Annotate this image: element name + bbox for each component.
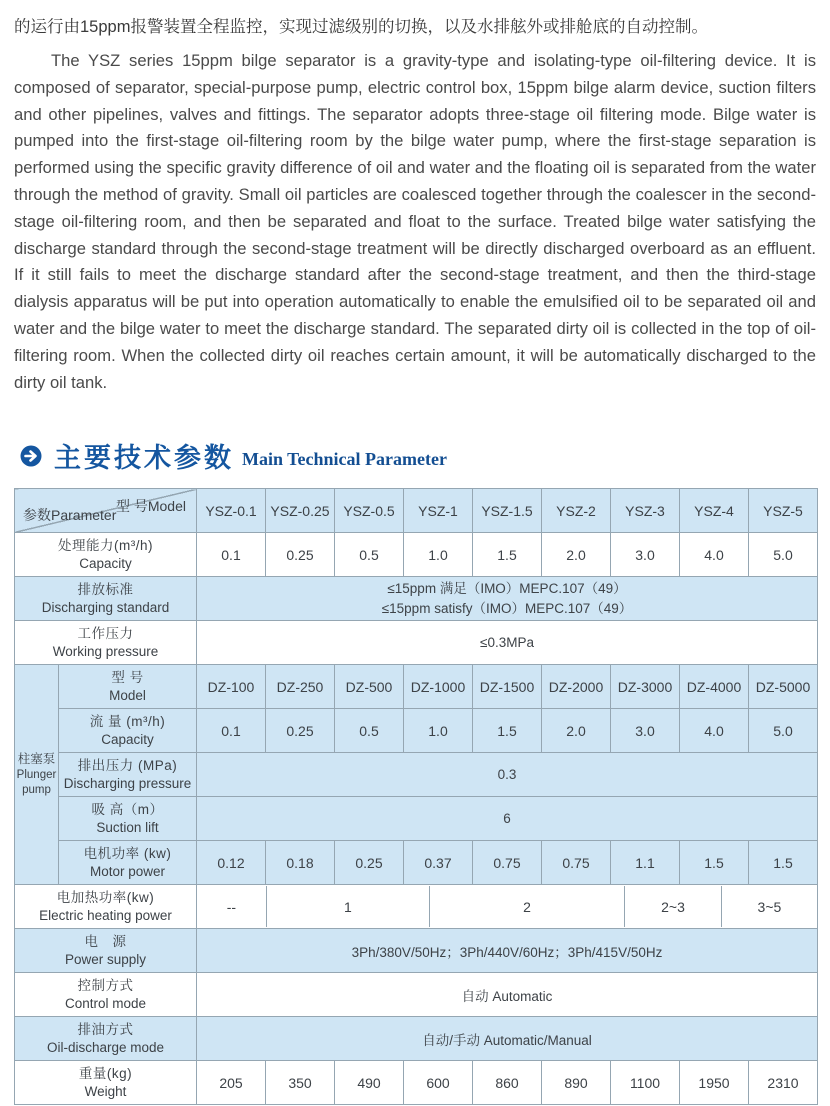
power-supply-row — [15, 929, 818, 973]
weight-value: 600 — [404, 1061, 473, 1105]
pump-capacity-value: 0.1 — [197, 709, 266, 753]
capacity-value: 1.5 — [473, 533, 542, 577]
pump-model-value: DZ-5000 — [749, 665, 818, 709]
row-label: 处理能力(m³/h) Capacity — [15, 533, 197, 577]
pump-model-value: DZ-100 — [197, 665, 266, 709]
row-label: 吸 高（m） Suction lift — [59, 797, 197, 841]
capacity-value: 0.1 — [197, 533, 266, 577]
working-pressure-value: ≤0.3MPa — [197, 621, 818, 665]
heating-value: -- — [226, 898, 237, 915]
pump-model-value: DZ-3000 — [611, 665, 680, 709]
section-title-en: Main Technical Parameter — [242, 448, 447, 469]
pump-group-label: 柱塞泵 Plunger pump — [15, 665, 59, 885]
row-label: 电加热功率(kw) Electric heating power — [15, 885, 197, 929]
motor-power-value: 0.37 — [404, 841, 473, 885]
oil-discharge-mode-row — [15, 1017, 818, 1061]
control-mode-value: 自动 Automatic — [197, 973, 818, 1017]
heating-value: 2 — [429, 886, 624, 927]
capacity-value: 5.0 — [749, 533, 818, 577]
pump-model-value: DZ-500 — [335, 665, 404, 709]
section-title-zh: 主要技术参数 — [54, 443, 234, 474]
weight-value: 860 — [473, 1061, 542, 1105]
pump-model-value: DZ-1500 — [473, 665, 542, 709]
corner-header-cell — [15, 489, 197, 533]
capacity-value: 4.0 — [680, 533, 749, 577]
suction-lift-value: 6 — [197, 797, 818, 841]
weight-row — [15, 1061, 818, 1105]
capacity-value: 3.0 — [611, 533, 680, 577]
pump-capacity-value: 5.0 — [749, 709, 818, 753]
motor-power-value: 1.5 — [749, 841, 818, 885]
row-label: 电机功率 (kw) Motor power — [59, 841, 197, 885]
model-header-cell: YSZ-5 — [749, 489, 818, 533]
pump-capacity-value: 0.5 — [335, 709, 404, 753]
intro-paragraph-en: The YSZ series 15ppm bilge separator is a gravity-type and isolating-type oil-filtering device. It is composed of separator, special-purpose pump, electric control box, 15ppm bilge alarm device, suction filters and other pipelines, valves and fittings. The separator adopts three-stage oil filtering mode. Bilge water is pumped into the first-stage oil-filtering room by the bilge water pump, where the first-stage separation is performed using the specific gravity difference of oil and water and the floating oil is separated from the water through the method of gravity. Small oil particles are coalesced together through the coalescer in the second-stage oil-filtering room, and then be separated and float to the surface. Treated bilge water satisfying the discharge standard through the second-stage treatment will be directly discharged overboard as an effluent. If it still fails to meet the discharge standard after the second-stage treatment, and then the third-stage dialysis apparatus will be put into operation automatically to enable the emulsified oil to be separated oil and water and the bilge water to meet the discharge standard. The separated dirty oil is collected in the top of oil-filtering room. When the collected dirty oil reaches certain amount, it will be automatically discharged to the dirty oil tank. — [14, 51, 816, 392]
discharging-standard-value: ≤15ppm 满足（IMO）MEPC.107（49） ≤15ppm satisfy（IMO）MEPC.107（49） — [197, 577, 818, 621]
model-header-cell: YSZ-1 — [404, 489, 473, 533]
working-pressure-row — [15, 621, 818, 665]
row-label: 工作压力 Working pressure — [15, 621, 197, 665]
pump-capacity-row — [15, 709, 818, 753]
corner-model-label: 型 号Model — [115, 498, 186, 515]
row-label: 流 量 (m³/h) Capacity — [59, 709, 197, 753]
row-label: 控制方式 Control mode — [15, 973, 197, 1017]
pump-capacity-value: 4.0 — [680, 709, 749, 753]
oil-discharge-mode-value: 自动/手动 Automatic/Manual — [197, 1017, 818, 1061]
row-label: 重量(kg) Weight — [15, 1061, 197, 1105]
motor-power-value: 1.1 — [611, 841, 680, 885]
pump-model-value: DZ-1000 — [404, 665, 473, 709]
pump-model-value: DZ-4000 — [680, 665, 749, 709]
pump-capacity-value: 1.5 — [473, 709, 542, 753]
weight-value: 1100 — [611, 1061, 680, 1105]
model-header-cell: YSZ-0.25 — [266, 489, 335, 533]
capacity-value: 1.0 — [404, 533, 473, 577]
capacity-value: 0.25 — [266, 533, 335, 577]
electric-heating-power-row — [15, 885, 818, 929]
row-label: 电 源 Power supply — [15, 929, 197, 973]
weight-value: 1950 — [680, 1061, 749, 1105]
row-label: 排放标准 Discharging standard — [15, 577, 197, 621]
suction-lift-row — [15, 797, 818, 841]
pump-model-value: DZ-250 — [266, 665, 335, 709]
technical-parameter-table — [14, 488, 818, 1105]
pump-capacity-value: 3.0 — [611, 709, 680, 753]
heating-value: 3~5 — [721, 886, 817, 927]
pump-capacity-value: 2.0 — [542, 709, 611, 753]
discharging-standard-row — [15, 577, 818, 621]
pump-model-row — [15, 665, 818, 709]
table-header-row — [15, 489, 818, 533]
weight-value: 2310 — [749, 1061, 818, 1105]
motor-power-value: 0.75 — [542, 841, 611, 885]
section-heading — [20, 436, 816, 475]
row-label: 排出压力 (MPa) Discharging pressure — [59, 753, 197, 797]
power-supply-value: 3Ph/380V/50Hz；3Ph/440V/60Hz；3Ph/415V/50Hz — [197, 929, 818, 973]
weight-value: 490 — [335, 1061, 404, 1105]
motor-power-value: 0.75 — [473, 841, 542, 885]
pump-discharging-pressure-row — [15, 753, 818, 797]
capacity-row — [15, 533, 818, 577]
electric-heating-power-values — [197, 885, 818, 929]
row-label: 型 号 Model — [59, 665, 197, 709]
pump-capacity-value: 1.0 — [404, 709, 473, 753]
pump-model-value: DZ-2000 — [542, 665, 611, 709]
heating-value: 2~3 — [624, 886, 721, 927]
pump-capacity-value: 0.25 — [266, 709, 335, 753]
motor-power-value: 0.18 — [266, 841, 335, 885]
capacity-value: 0.5 — [335, 533, 404, 577]
intro-paragraph-zh: 的运行由15ppm报警装置全程监控，实现过滤级别的切换，以及水排舷外或排舱底的自动控制。 — [14, 18, 708, 36]
capacity-value: 2.0 — [542, 533, 611, 577]
motor-power-value: 0.12 — [197, 841, 266, 885]
model-header-cell: YSZ-4 — [680, 489, 749, 533]
arrow-right-circle-icon — [20, 445, 42, 467]
model-header-cell: YSZ-0.1 — [197, 489, 266, 533]
row-label: 排油方式 Oil-discharge mode — [15, 1017, 197, 1061]
model-header-cell: YSZ-3 — [611, 489, 680, 533]
model-header-cell: YSZ-1.5 — [473, 489, 542, 533]
pump-discharging-pressure-value: 0.3 — [197, 753, 818, 797]
corner-parameter-label: 参数Parameter — [23, 507, 117, 524]
motor-power-value: 0.25 — [335, 841, 404, 885]
model-header-cell: YSZ-0.5 — [335, 489, 404, 533]
model-header-cell: YSZ-2 — [542, 489, 611, 533]
motor-power-value: 1.5 — [680, 841, 749, 885]
weight-value: 890 — [542, 1061, 611, 1105]
weight-value: 205 — [197, 1061, 266, 1105]
motor-power-row — [15, 841, 818, 885]
weight-value: 350 — [266, 1061, 335, 1105]
control-mode-row — [15, 973, 818, 1017]
heating-value: 1 — [266, 886, 429, 927]
